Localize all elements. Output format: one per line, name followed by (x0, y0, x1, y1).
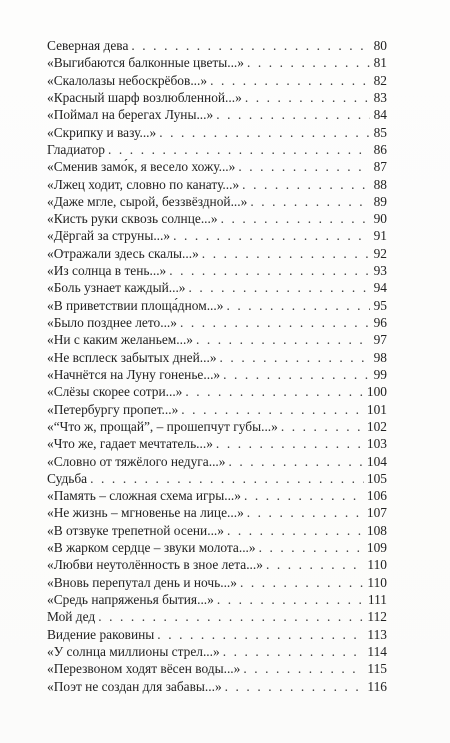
dot-leader (216, 106, 370, 123)
dot-leader (281, 418, 364, 435)
toc-entry-title: «Кисть руки сквозь солнце...» (47, 211, 218, 227)
dot-leader (157, 626, 364, 643)
toc-entry-page-number: 106 (366, 488, 387, 504)
toc-entry-title: «Лжец ходит, словно по канату...» (47, 176, 240, 192)
toc-entry-title: «Отражали здесь скалы...» (47, 245, 199, 261)
toc-entry-page-number: 113 (367, 626, 387, 642)
toc-entry-page-number: 98 (373, 349, 387, 365)
toc-entry-title: «Что же, гадает мечтатель...» (47, 436, 213, 452)
dot-leader (228, 453, 363, 470)
toc-entry-title: «Было позднее лето...» (47, 315, 177, 330)
toc-entry (47, 262, 387, 279)
toc-entry (47, 124, 387, 141)
toc-entry-title: «Вновь перепутал день и ночь...» (47, 574, 237, 590)
toc-entry (47, 591, 387, 608)
toc-entry-title: «“Что ж, прощай”, – прошепчут губы...» (47, 418, 278, 434)
toc-entry-title: «Сменив замо́к, я весело хожу...» (47, 159, 236, 175)
toc-entry (47, 158, 387, 175)
dot-leader (245, 89, 370, 106)
toc-entry-title: «Из солнца в тень...» (47, 263, 167, 279)
toc-entry-page-number: 101 (366, 401, 387, 417)
toc-entry-title: «В жарком сердце – звуки молота...» (47, 540, 256, 556)
dot-leader (220, 349, 370, 366)
toc-entry (47, 418, 387, 435)
toc-entry-page-number: 86 (373, 141, 387, 157)
toc-entry (47, 141, 387, 158)
dot-leader (210, 72, 370, 89)
toc-entry-page-number: 84 (373, 107, 387, 123)
toc-entry-page-number: 91 (373, 228, 387, 244)
toc-entry-title: «Даже мгле, сырой, беззвёздной...» (47, 193, 248, 209)
dot-leader (243, 660, 364, 677)
toc-entry-page-number: 96 (373, 315, 387, 330)
toc-entry-page-number: 87 (373, 159, 387, 175)
dot-leader (169, 262, 370, 279)
toc-entry-page-number: 102 (366, 418, 387, 434)
toc-entry (47, 453, 387, 470)
toc-entry-page-number: 100 (366, 384, 387, 400)
toc-entry-page-number: 105 (366, 470, 387, 486)
toc-entry-page-number: 95 (373, 297, 387, 313)
toc-entry (47, 210, 387, 227)
toc-entry-title: «Боль узнает каждый...» (47, 280, 186, 296)
toc-entry (47, 660, 387, 677)
dot-leader (226, 297, 370, 314)
dot-leader (244, 487, 364, 504)
toc-entry-title: «Красный шарф возлюбленной...» (47, 89, 242, 105)
dot-leader (247, 54, 370, 71)
toc-entry-title: «Выгибаются балконные цветы...» (47, 55, 244, 71)
dot-leader (108, 141, 370, 158)
toc-entry-title: Судьба (47, 470, 88, 486)
dot-leader (185, 383, 364, 400)
toc-entry-title: Мой дед (47, 609, 96, 625)
toc-entry (47, 279, 387, 296)
toc-entry-title: «Скрипку и вазу...» (47, 124, 157, 140)
dot-leader (227, 522, 364, 539)
toc-entry-page-number: 80 (373, 38, 387, 53)
toc-entry-page-number: 103 (366, 436, 387, 452)
toc-entry-page-number: 85 (373, 124, 387, 140)
toc-entry (47, 331, 387, 348)
toc-entry-title: «Не жизнь – мгновенье на лице...» (47, 505, 244, 521)
toc-entry (47, 574, 387, 591)
toc-entry-page-number: 111 (367, 592, 387, 607)
toc-entry-page-number: 93 (373, 263, 387, 279)
dot-leader (250, 193, 370, 210)
toc-entry-page-number: 90 (373, 211, 387, 227)
dot-leader (242, 176, 370, 193)
toc-entry-title: «Поэт не создан для забавы...» (47, 678, 222, 694)
toc-entry-title: «Средь напряженья бытия...» (47, 592, 214, 607)
toc-entry (47, 487, 387, 504)
toc-entry (47, 608, 387, 625)
dot-leader (196, 331, 370, 348)
toc-entry-title: «Скалолазы небоскрёбов...» (47, 72, 208, 88)
toc-entry-page-number: 89 (373, 193, 387, 209)
dot-leader (240, 574, 364, 591)
dot-leader (173, 227, 370, 244)
dot-leader (131, 37, 370, 54)
toc-entry (47, 54, 387, 71)
toc-entry (47, 626, 387, 643)
toc-entry (47, 72, 387, 89)
dot-leader (189, 279, 371, 296)
dot-leader (223, 366, 370, 383)
toc-entry-page-number: 82 (373, 72, 387, 88)
toc-entry (47, 401, 387, 418)
dot-leader (221, 210, 370, 227)
toc-entry (47, 366, 387, 383)
toc-entry (47, 435, 387, 452)
dot-leader (159, 124, 370, 141)
dot-leader (216, 435, 364, 452)
toc-entry-title: «Дёргай за струны...» (47, 228, 171, 244)
dot-leader (223, 643, 365, 660)
dot-leader (180, 314, 370, 331)
toc-entry-title: «Петербургу пропет...» (47, 401, 179, 417)
toc-entry (47, 470, 387, 487)
toc-entry-page-number: 92 (373, 245, 387, 261)
toc-entry-page-number: 115 (367, 661, 387, 677)
toc-entry (47, 678, 387, 695)
toc-entry-page-number: 108 (366, 522, 387, 538)
toc-entry (47, 504, 387, 521)
toc-entry-page-number: 88 (373, 176, 387, 192)
toc-entry-title: Гладиатор (47, 141, 106, 157)
toc-entry-title: Северная дева (47, 38, 129, 53)
dot-leader (98, 608, 364, 625)
toc-entry (47, 556, 387, 573)
toc-entry-page-number: 116 (367, 678, 387, 694)
toc-entry-page-number: 104 (366, 453, 387, 469)
toc-entry-page-number: 83 (373, 89, 387, 105)
table-of-contents (47, 37, 387, 695)
toc-entry-page-number: 112 (367, 609, 387, 625)
toc-entry-title: Видение раковины (47, 626, 155, 642)
toc-entry (47, 37, 387, 54)
dot-leader (259, 539, 364, 556)
toc-entry (47, 227, 387, 244)
dot-leader (217, 591, 365, 608)
toc-entry (47, 193, 387, 210)
dot-leader (225, 678, 365, 695)
toc-entry (47, 539, 387, 556)
toc-entry-title: «Не всплеск забытых дней...» (47, 349, 217, 365)
toc-entry-page-number: 94 (373, 280, 387, 296)
dot-leader (266, 556, 364, 573)
toc-entry-title: «Слёзы скорее сотри...» (47, 384, 183, 400)
toc-entry-page-number: 107 (366, 505, 387, 521)
toc-entry-title: «Любви неутолённость в зное лета...» (47, 557, 263, 573)
toc-entry (47, 106, 387, 123)
toc-entry-page-number: 99 (373, 366, 387, 382)
dot-leader (181, 401, 364, 418)
toc-entry-title: «В приветствии площа́дном...» (47, 297, 224, 313)
toc-entry (47, 349, 387, 366)
toc-entry (47, 89, 387, 106)
toc-entry-title: «Словно от тяжёлого недуга...» (47, 453, 226, 469)
toc-entry-page-number: 109 (366, 540, 387, 556)
dot-leader (90, 470, 364, 487)
toc-entry-page-number: 97 (373, 332, 387, 348)
toc-entry-page-number: 114 (367, 643, 387, 659)
dot-leader (238, 158, 370, 175)
toc-entry (47, 314, 387, 331)
toc-entry (47, 643, 387, 660)
toc-entry (47, 383, 387, 400)
toc-entry-page-number: 110 (367, 574, 387, 590)
toc-entry (47, 176, 387, 193)
toc-entry-title: «Ни с каким желаньем...» (47, 332, 193, 348)
toc-entry (47, 522, 387, 539)
toc-entry-title: «Перезвоном ходят вёсен воды...» (47, 661, 241, 677)
toc-entry-title: «У солнца миллионы стрел...» (47, 643, 220, 659)
toc-entry-title: «В отзвуке трепетной осени...» (47, 522, 224, 538)
toc-entry-page-number: 81 (373, 55, 387, 71)
toc-entry-title: «Поймал на берегах Луны...» (47, 107, 214, 123)
toc-entry-title: «Начнётся на Луну гоненье...» (47, 366, 221, 382)
dot-leader (202, 245, 370, 262)
toc-entry-page-number: 110 (367, 557, 387, 573)
toc-entry (47, 297, 387, 314)
toc-entry-title: «Память – сложная схема игры...» (47, 488, 241, 504)
dot-leader (247, 504, 364, 521)
toc-entry (47, 245, 387, 262)
